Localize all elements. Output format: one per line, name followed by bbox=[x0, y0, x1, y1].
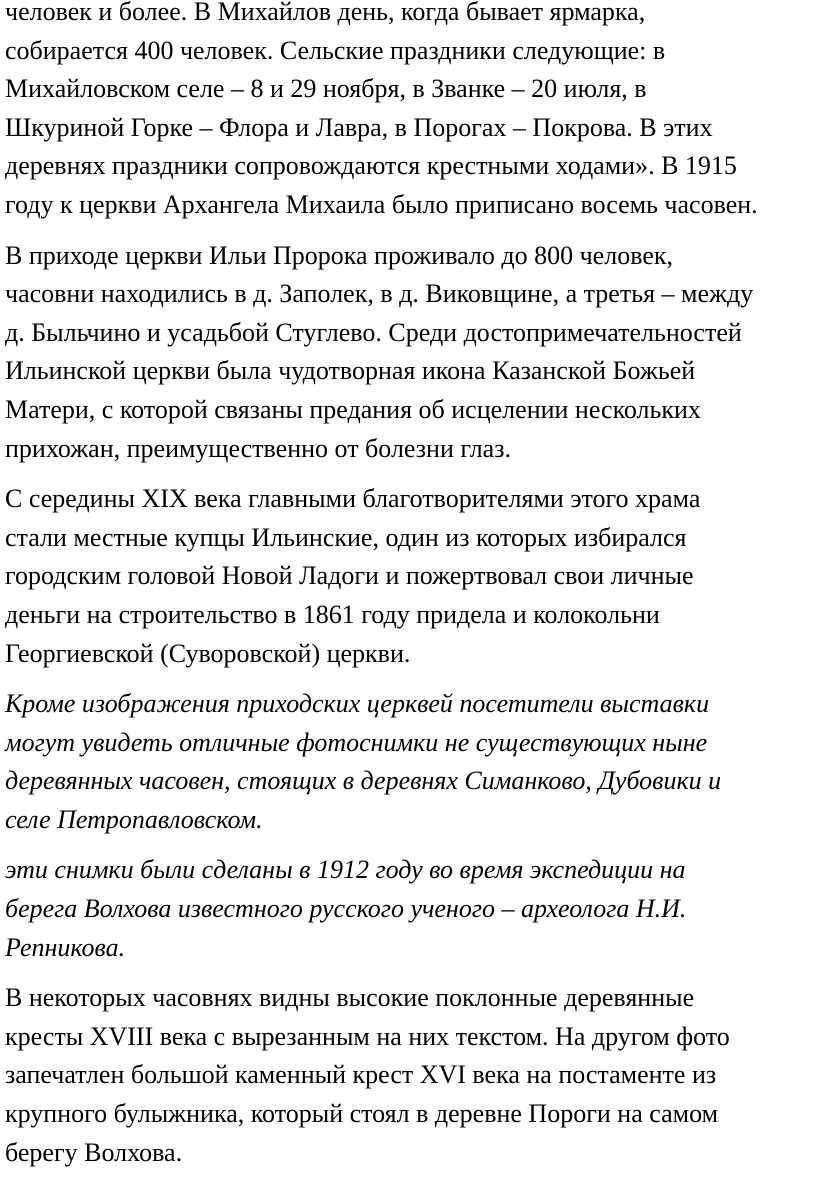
paragraph-ilinsky-merchants: С середины XIX века главными благотворителями этого храма стали местные купцы Ильинские, один из которых избирался городским головой Новой Ладоги и пожертвовал свои личные деньги на строительство в 1861 году придела и колокольни Георгиевской (Суворовской) церкви. bbox=[5, 484, 701, 668]
paragraph-exhibition-photos: Кроме изображения приходских церквей посетители выставки могут увидеть отличные фотоснимки не существующих ныне деревянных часовен, стоящих в деревнях Симанково, Дубовики и селе Петропавловском. bbox=[5, 689, 722, 834]
document-page bbox=[5, 0, 811, 1184]
paragraph-wooden-crosses: В некоторых часовнях видны высокие поклонные деревянные кресты XVIII века с вырезанным на них текстом. На другом фото запечатлен большой каменный крест XVI века на постаменте из крупного булыжника, который стоял в деревне Пороги на самом берегу Волхова. bbox=[5, 983, 730, 1167]
paragraph-mikhailov-parish: человек и более. В Михайлов день, когда бывает ярмарка, собирается 400 человек. Сельские праздники следующие: в Михайловском селе – 8 и 29 ноября, в Званке – 20 июля, в Шкуриной Горке – Флора и Лавра, в Порогах – Покрова. В этих деревнях праздники сопровождаются крестными ходами». В 1915 году к церкви Архангела Михаила было приписано восемь часовен. bbox=[5, 0, 758, 219]
paragraph-repnikov-expedition: эти снимки были сделаны в 1912 году во время экспедиции на берега Волхова известного русского ученого – археолога Н.И. Репникова. bbox=[5, 855, 687, 962]
paragraph-ilya-prophet-parish: В приходе церкви Ильи Пророка проживало до 800 человек, часовни находились в д. Заполек, в д. Виковщине, а третья – между д. Быльчино и усадьбой Стуглево. Среди достопримечательностей Ильинской церкви была чудотворная икона Казанской Божьей Матери, с которой связаны предания об исцелении нескольких прихожан, преимущественно от болезни глаз. bbox=[5, 240, 754, 463]
